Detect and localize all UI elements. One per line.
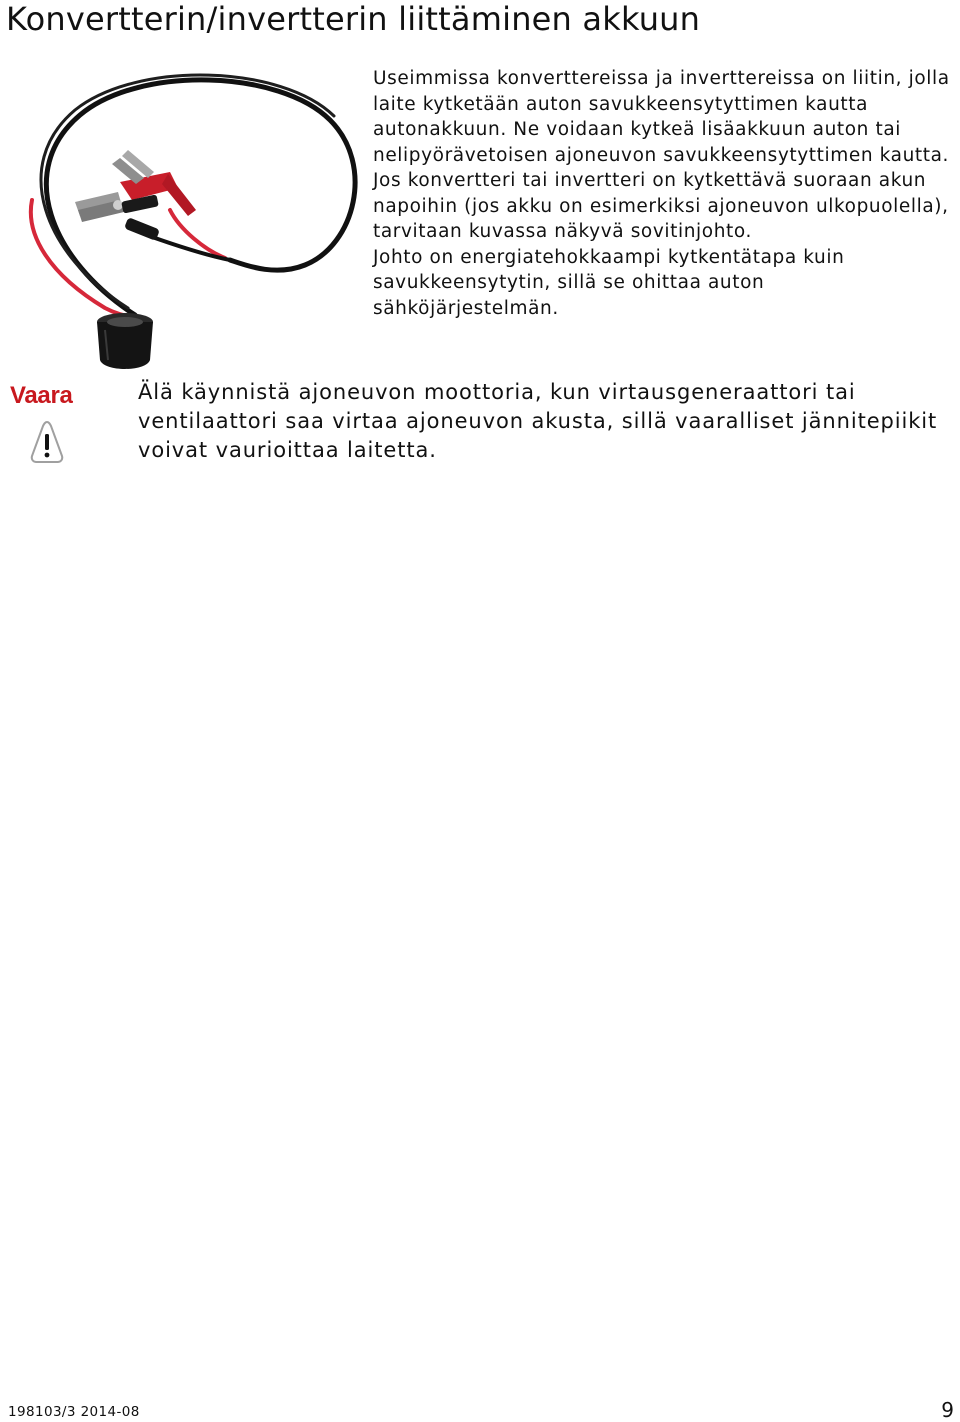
page-title: Konvertterin/invertterin liittäminen akkuun [6,0,701,38]
intro-paragraph-3: Johto on energiatehokkaampi kytkentätapa kuin savukkeensytytin, sillä se ohittaa auton sähköjärjestelmän. [373,246,845,319]
warning-label: Vaara [10,382,73,409]
document-code: 198103/3 2014-08 [8,1404,140,1420]
red-clamp-handle [162,174,196,216]
warning-text: Älä käynnistä ajoneuvon moottoria, kun virtausgeneraattori tai ventilaattori saa virtaa ajoneuvon akusta, sillä vaaralliset jännitepiikit voivat vaurioittaa laitetta. [138,380,938,462]
clamp-spring [113,200,123,210]
intro-text [373,66,953,321]
page-number: 9 [941,1398,954,1422]
black-lead [155,238,230,260]
warning-triangle-icon [30,420,64,464]
intro-paragraph-2: Jos konvertteri tai invertteri on kytkettävä suoraan akun napoihin (jos akku on esimerkiksi ajoneuvon ulkopuolella), tarvitaan kuvassa näkyvä sovitinjohto. [373,170,949,242]
black-sleeve [124,217,160,241]
adapter-cable-image [20,60,370,380]
socket-opening [107,317,143,327]
lighter-socket [97,322,153,369]
intro-paragraph-1: Useimmissa konverttereissa ja inverttereissa on liitin, jolla laite kytketään auton savukkeensytyttimen kautta autonakkuun. Ne voidaan kytkeä lisäakkuun auton tai nelipyörävetoisen ajoneuvon savukkeensytyttimen kautta. [373,68,950,166]
cigarette-lighter-adapter-cable-icon [20,60,370,380]
